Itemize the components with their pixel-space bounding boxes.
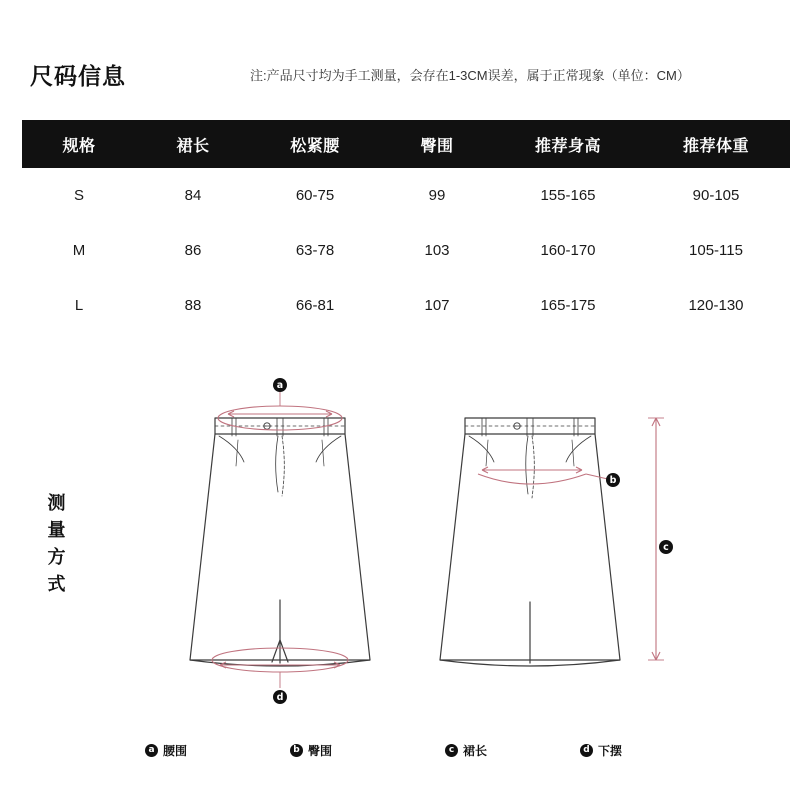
cell-height: 155-165 xyxy=(494,168,642,223)
column-header-elastic-waist: 松紧腰 xyxy=(250,120,380,168)
legend-label-skirt-length: 裙长 xyxy=(463,744,488,758)
legend-badge-d-icon: d xyxy=(580,744,593,757)
cell-elastic-waist: 66-81 xyxy=(250,278,380,333)
marker-c: c xyxy=(659,540,673,554)
table-row xyxy=(22,278,790,333)
cell-elastic-waist: 63-78 xyxy=(250,223,380,278)
cell-weight: 105-115 xyxy=(642,223,790,278)
cell-spec: S xyxy=(22,168,136,223)
header xyxy=(0,58,800,98)
measurement-method-label: 测量方式 xyxy=(47,493,67,594)
cell-spec: L xyxy=(22,278,136,333)
cell-hip: 107 xyxy=(380,278,494,333)
column-header-weight: 推荐体重 xyxy=(642,120,790,168)
skirt-front-view xyxy=(190,418,370,666)
cell-weight: 90-105 xyxy=(642,168,790,223)
legend-badge-c-icon: c xyxy=(445,744,458,757)
hip-measure-curve xyxy=(478,474,586,484)
legend-label-hem: 下摆 xyxy=(598,744,623,758)
marker-d: d xyxy=(273,690,287,704)
table-row xyxy=(22,168,790,223)
legend xyxy=(120,742,680,762)
page-title: 尺码信息 xyxy=(30,63,126,89)
legend-item-skirt-length xyxy=(445,742,487,759)
table-header-row xyxy=(22,120,790,168)
cell-elastic-waist: 60-75 xyxy=(250,168,380,223)
legend-item-waist xyxy=(145,742,187,759)
legend-label-waist: 腰围 xyxy=(163,744,188,758)
legend-label-hip: 臀围 xyxy=(308,744,333,758)
column-header-hip: 臀围 xyxy=(380,120,494,168)
measurement-note: 注:产品尺寸均为手工测量，会存在1-3CM误差，属于正常现象（单位：CM） xyxy=(250,68,690,83)
cell-skirt-length: 88 xyxy=(136,278,250,333)
cell-hip: 103 xyxy=(380,223,494,278)
marker-b: b xyxy=(606,473,620,487)
cell-skirt-length: 86 xyxy=(136,223,250,278)
size-table xyxy=(22,120,790,333)
legend-badge-a-icon: a xyxy=(145,744,158,757)
cell-skirt-length: 84 xyxy=(136,168,250,223)
legend-item-hem xyxy=(580,742,622,759)
cell-hip: 99 xyxy=(380,168,494,223)
cell-height: 160-170 xyxy=(494,223,642,278)
marker-a: a xyxy=(273,378,287,392)
column-header-spec: 规格 xyxy=(22,120,136,168)
table-row xyxy=(22,223,790,278)
cell-spec: M xyxy=(22,223,136,278)
measurement-diagram xyxy=(120,370,680,730)
skirt-back-view xyxy=(440,418,620,666)
legend-item-hip xyxy=(290,742,332,759)
cell-height: 165-175 xyxy=(494,278,642,333)
cell-weight: 120-130 xyxy=(642,278,790,333)
skirt-diagrams-svg xyxy=(120,370,680,730)
legend-badge-b-icon: b xyxy=(290,744,303,757)
column-header-height: 推荐身高 xyxy=(494,120,642,168)
column-header-skirt-length: 裙长 xyxy=(136,120,250,168)
